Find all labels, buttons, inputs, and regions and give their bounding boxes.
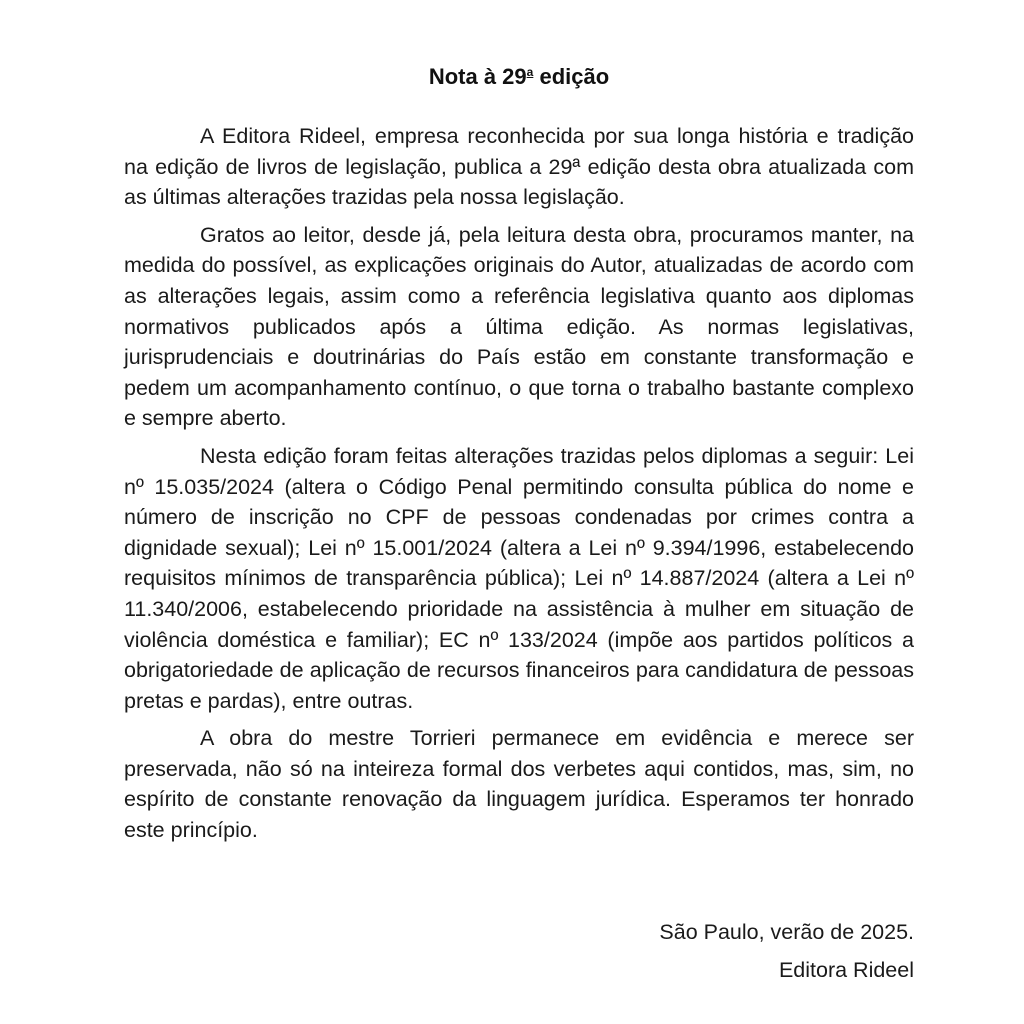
document-body xyxy=(124,52,914,853)
place-date: São Paulo, verão de 2025. xyxy=(659,920,914,944)
paragraph-1: A Editora Rideel, empresa reconhecida por sua longa história e tradição na edição de livros de legislação, publica a 29ª edição desta obra atualizada com as últimas alterações trazidas pela nossa legislação. xyxy=(124,124,914,210)
paragraph-4: A obra do mestre Torrieri permanece em evidência e merece ser preservada, não só na inteireza formal dos verbetes aqui contidos, mas, sim, no espírito de constante renovação da linguagem jurídica. Esperamos ter honrado este princípio. xyxy=(124,726,914,843)
paragraph-3: Nesta edição foram feitas alterações trazidas pelos diplomas a seguir: Lei nº 15.035/2024 (altera o Código Penal permitindo consulta pública do nome e número de inscrição no CPF de pessoas condenadas por crimes contra a dignidade sexual); Lei nº 15.001/2024 (altera a Lei nº 9.394/1996, estabelecendo requisitos mínimos de transparência pública); Lei nº 14.887/2024 (altera a Lei nº 11.340/2006, estabelecendo prioridade na assistência à mulher em situação de violência doméstica e familiar); EC nº 133/2024 (impõe aos partidos políticos a obrigatoriedade de aplicação de recursos financeiros para candidatura de pessoas pretas e pardas), entre outras. xyxy=(124,443,914,713)
page-title xyxy=(124,52,914,97)
paragraph-2: Gratos ao leitor, desde já, pela leitura desta obra, procuramos manter, na medida do possível, as explicações originais do Autor, atualizadas de acordo com as alterações legais, assim como a referência legislativa quanto aos diplomas normativos publicados após a última edição. As normas legislativas, jurisprudenciais e doutrinárias do País estão em constante transformação e pedem um acompanhamento contínuo, o que torna o trabalho bastante complexo e sempre aberto. xyxy=(124,222,914,431)
title-ordinal: a xyxy=(526,65,534,79)
publisher-signature: Editora Rideel xyxy=(778,958,914,982)
title-text: Nota à 29 xyxy=(428,64,527,89)
title-end: edição xyxy=(533,64,610,89)
